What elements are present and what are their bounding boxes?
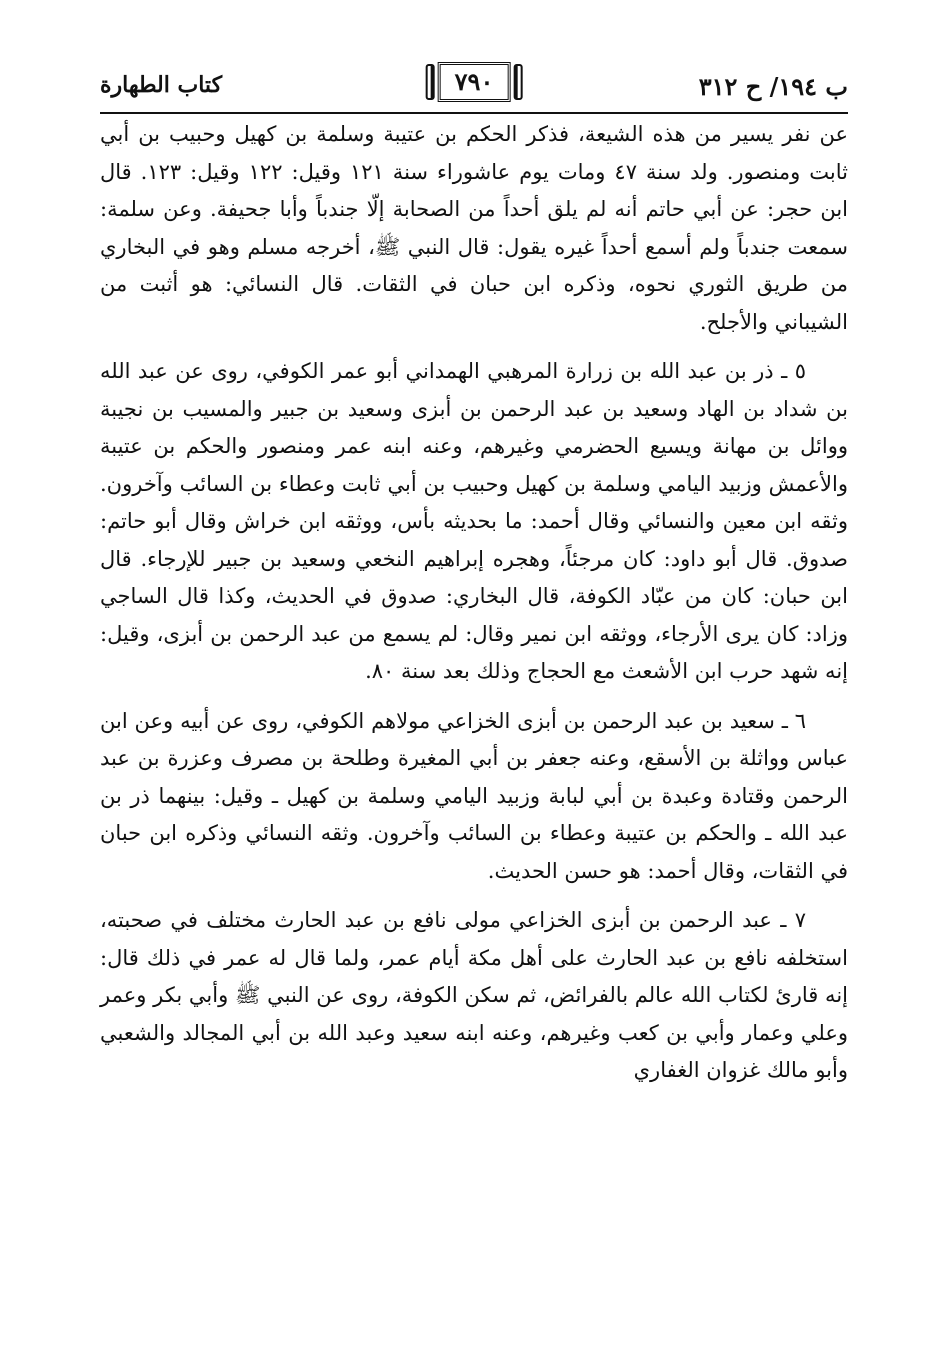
page-header — [100, 62, 848, 108]
header-divider — [100, 112, 848, 114]
hadith-reference: ب ١٩٤/ ح ٣١٢ — [698, 72, 848, 101]
page-number-frame — [426, 62, 523, 102]
ornament-right-icon — [513, 64, 522, 100]
paragraph-continuation: عن نفر يسير من هذه الشيعة، فذكر الحكم بن عتيبة وسلمة بن كهيل وحبيب بن أبي ثابت ومنصور. ولد سنة ٤٧ ومات يوم عاشوراء سنة ١٢١ وقيل: ١٢٢ وقيل: ١٢٣. قال ابن حجر: عن أبي حاتم أنه لم يلق أحداً من الصحابة إلّا جندباً وأبا جحيفة. وعن سلمة: سمعت جندباً ولم أسمع أحداً غيره يقول: قال النبي ﷺ، أخرجه مسلم وهو في البخاري من طريق الثوري نحوه، وذكره ابن حبان في الثقات. قال النسائي: هو أثبت من الشيباني والأجلح. — [100, 122, 848, 334]
book-title: كتاب الطهارة — [100, 72, 223, 98]
paragraph-entry-6: ٦ ـ سعيد بن عبد الرحمن بن أبزى الخزاعي مولاهم الكوفي، روى عن أبيه وعن ابن عباس وواثلة بن الأسقع، وعنه جعفر بن أبي المغيرة وطلحة بن مصرف وعزرة بن عبد الرحمن وقتادة وعبدة بن أبي لبابة وزبيد اليامي وسلمة بن كهيل ـ وقيل: بينهما ذر بن عبد الله ـ والحكم بن عتيبة وعطاء بن السائب وآخرون. وثقه النسائي وذكره ابن حبان في الثقات، وقال أحمد: هو حسن الحديث. — [100, 708, 848, 883]
ornament-left-icon — [426, 64, 435, 100]
paragraph-entry-5: ٥ ـ ذر بن عبد الله بن زرارة المرهبي الهمداني أبو عمر الكوفي، روى عن عبد الله بن شداد بن الهاد وسعيد بن عبد الرحمن بن أبزى وسعيد بن جبير والمسيب بن نجيبة ووائل بن مهانة ويسيع الحضرمي وغيرهم، وعنه ابنه عمر ومنصور والحكم بن عتيبة والأعمش وزبيد اليامي وسلمة بن كهيل وحبيب بن أبي ثابت وعطاء بن السائب وآخرون. وثقه ابن معين والنسائي وقال أحمد: ما بحديثه بأس، ووثقه ابن خراش وقال أبو حاتم: صدوق. قال أبو داود: كان مرجئاً، وهجره إبراهيم النخعي وسعيد بن جبير للإرجاء. قال ابن حبان: كان من عبّاد الكوفة، قال البخاري: صدوق في الحديث، وكذا قال الساجي وزاد: كان يرى الأرجاء، ووثقه ابن نمير وقال: لم يسمع من عبد الرحمن بن أبزى، وقيل: إنه شهد حرب ابن الأشعث مع الحجاج وذلك بعد سنة ٨٠. — [100, 359, 848, 683]
paragraph-entry-7: ٧ ـ عبد الرحمن بن أبزى الخزاعي مولى نافع بن عبد الحارث مختلف في صحبته، استخلفه نافع بن عبد الحارث على أهل مكة أيام عمر، ولما قال له عمر في ذلك قال: إنه قارئ لكتاب الله عالم بالفرائض، ثم سكن الكوفة، روى عن النبي ﷺ وأبي بكر وعمر وعلي وعمار وأبي بن كعب وغيرهم، وعنه ابنه سعيد وعبد الله بن أبي المجالد والشعبي وأبو مالك غزوان الغفاري — [100, 908, 848, 1082]
page-body — [100, 116, 848, 1102]
page-number: ٧٩٠ — [438, 62, 511, 102]
